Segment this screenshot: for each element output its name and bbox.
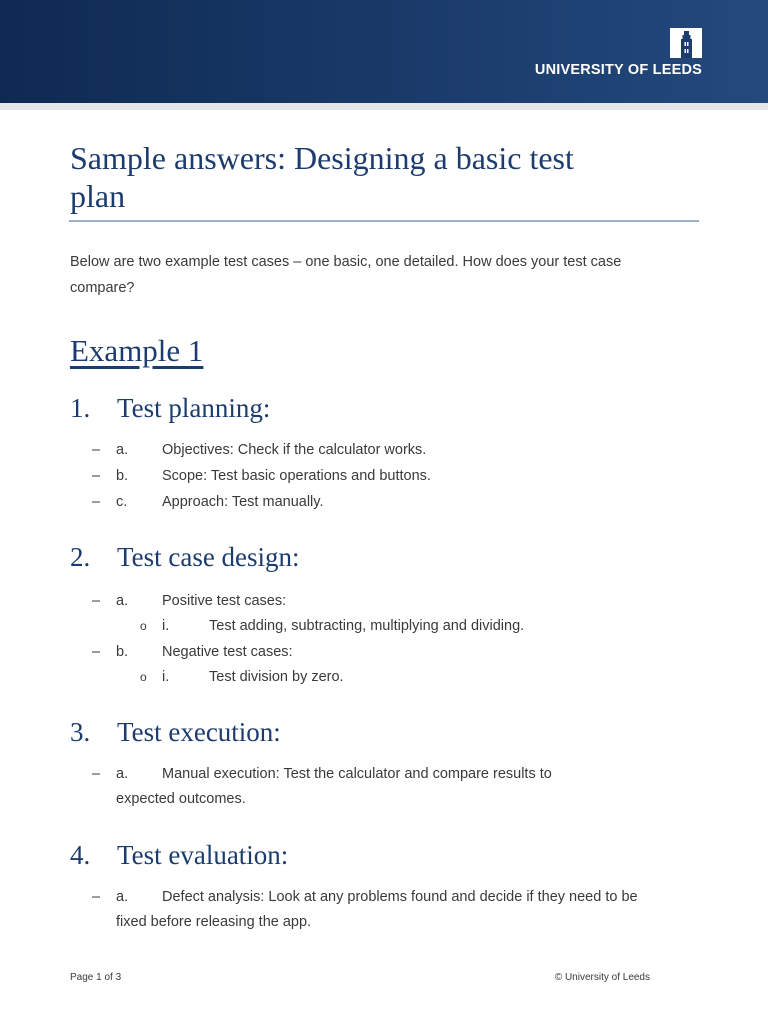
page-number: Page 1 of 3 (70, 972, 122, 983)
list-item-text: Defect analysis: Look at any problems found and decide if they need to be (162, 889, 638, 905)
example-heading: Example 1 (70, 333, 204, 368)
sub-bullet: o (140, 670, 147, 684)
list-item-text-continued: fixed before releasing the app. (116, 914, 312, 930)
sub-marker: i. (162, 618, 170, 634)
list-dash: – (92, 468, 101, 484)
intro-paragraph: Below are two example test cases – one basic, one detailed. How does your test case compare? (70, 254, 622, 296)
list-dash: – (92, 766, 101, 782)
section-title: Test case design: (117, 542, 300, 572)
list-item (70, 885, 680, 935)
list-item-text: Positive test cases: (162, 593, 287, 609)
list-dash: – (92, 442, 101, 458)
list-dash: – (92, 494, 101, 510)
list-item (70, 762, 680, 812)
section-heading-test-evaluation (70, 838, 288, 872)
section-number: 1. (70, 393, 91, 423)
section-title: Test planning: (117, 393, 271, 423)
list-marker: a. (116, 593, 129, 609)
list-item-text: Scope: Test basic operations and buttons. (162, 468, 431, 484)
university-logo-text: UNIVERSITY OF LEEDS (534, 62, 702, 78)
list-marker: b. (116, 644, 129, 660)
tower-logo-icon (670, 28, 702, 58)
list-item-text: Objectives: Check if the calculator works. (162, 442, 427, 458)
list-dash: – (92, 889, 101, 905)
list-item-text: Negative test cases: (162, 644, 293, 660)
section-heading-test-planning (70, 391, 270, 425)
list-dash: – (92, 593, 101, 609)
title-divider (69, 220, 699, 222)
sub-bullet: o (140, 619, 147, 633)
section-number: 3. (70, 717, 91, 747)
list-marker: a. (116, 766, 129, 782)
page-title: Sample answers: Designing a basic test plan (70, 140, 574, 214)
section-title: Test evaluation: (117, 840, 289, 870)
section-number: 4. (70, 840, 91, 870)
header-divider (0, 103, 768, 110)
sub-item-text: Test adding, subtracting, multiplying and dividing. (209, 618, 525, 634)
copyright-notice: © University of Leeds (554, 972, 650, 983)
list-dash: – (92, 644, 101, 660)
section-heading-test-execution (70, 715, 281, 749)
list-marker: a. (116, 889, 129, 905)
list-item-text-continued: expected outcomes. (116, 791, 246, 807)
sub-marker: i. (162, 669, 170, 685)
list-item-text: Manual execution: Test the calculator and compare results to (162, 766, 552, 782)
list-marker: c. (116, 494, 128, 510)
section-title: Test execution: (117, 717, 281, 747)
sub-item-text: Test division by zero. (209, 669, 344, 685)
section-number: 2. (70, 542, 91, 572)
list-item-text: Approach: Test manually. (162, 494, 324, 510)
header-banner (0, 0, 768, 103)
section-heading-test-case-design (70, 540, 300, 574)
list-marker: a. (116, 442, 129, 458)
list-marker: b. (116, 468, 129, 484)
